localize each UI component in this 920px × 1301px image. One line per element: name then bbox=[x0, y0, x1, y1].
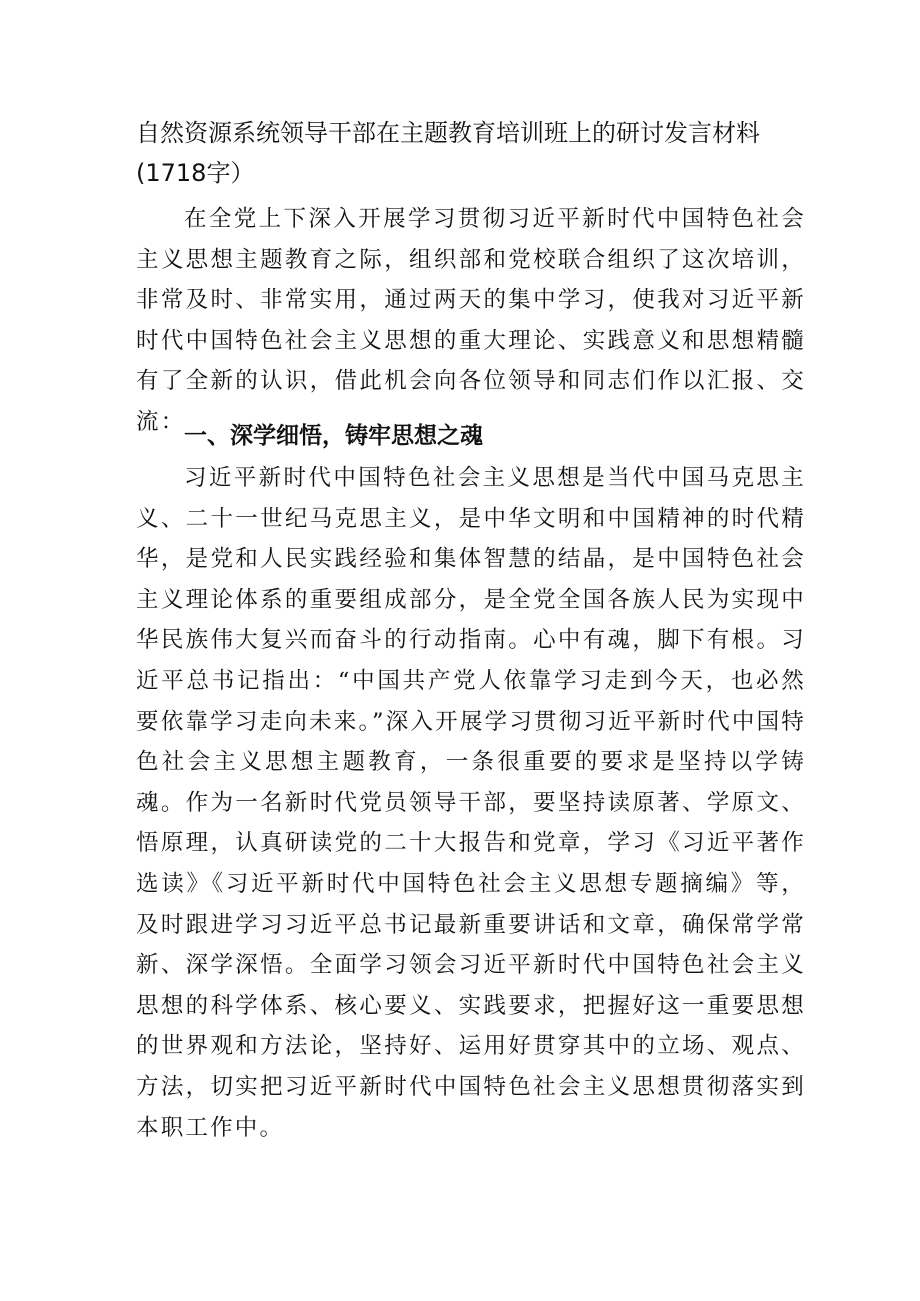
section-paragraph: 习近平新时代中国特色社会主义思想是当代中国马克思主义、二十一世纪马克思主义，是中华文明和中国精神的时代精华，是党和人民实践经验和集体智慧的结晶，是中国特色社会主义理论体系的重要组成部分，是全党全国各族人民为实现中华民族伟大复兴而奋斗的行动指南。心中有魂，脚下有根。习近平总书记指出：“中国共产党人依靠学习走到今天，也必然要依靠学习走向未来。”深入开展学习贯彻习近平新时代中国特色社会主义思想主题教育，一条很重要的要求是坚持以学铸魂。作为一名新时代党员领导干部，要坚持读原著、学原文、悟原理，认真研读党的二十大报告和党章，学习《习近平著作选读》《习近平新时代中国特色社会主义思想专题摘编》等，及时跟进学习习近平总书记最新重要讲话和文章，确保常学常新、深学深悟。全面学习领会习近平新时代中国特色社会主义思想的科学体系、核心要义、实践要求，把握好这一重要思想的世界观和方法论，坚持好、运用好贯穿其中的立场、观点、方法，切实把习近平新时代中国特色社会主义思想贯彻落实到本职工作中。 bbox=[136, 465, 806, 1141]
section-heading: 一、深学细悟，铸牢思想之魂 bbox=[184, 423, 483, 449]
intro-paragraph: 在全党上下深入开展学习贯彻习近平新时代中国特色社会主义思想主题教育之际，组织部和党校联合组织了这次培训，非常及时、非常实用，通过两天的集中学习，使我对习近平新时代中国特色社会主义思想的重大理论、实践意义和思想精髓有了全新的认识，借此机会向各位领导和同志们作以汇报、交流： bbox=[136, 206, 806, 435]
document-title: 自然资源系统领导干部在主题教育培训班上的研讨发言材料(1718字） bbox=[136, 119, 760, 187]
